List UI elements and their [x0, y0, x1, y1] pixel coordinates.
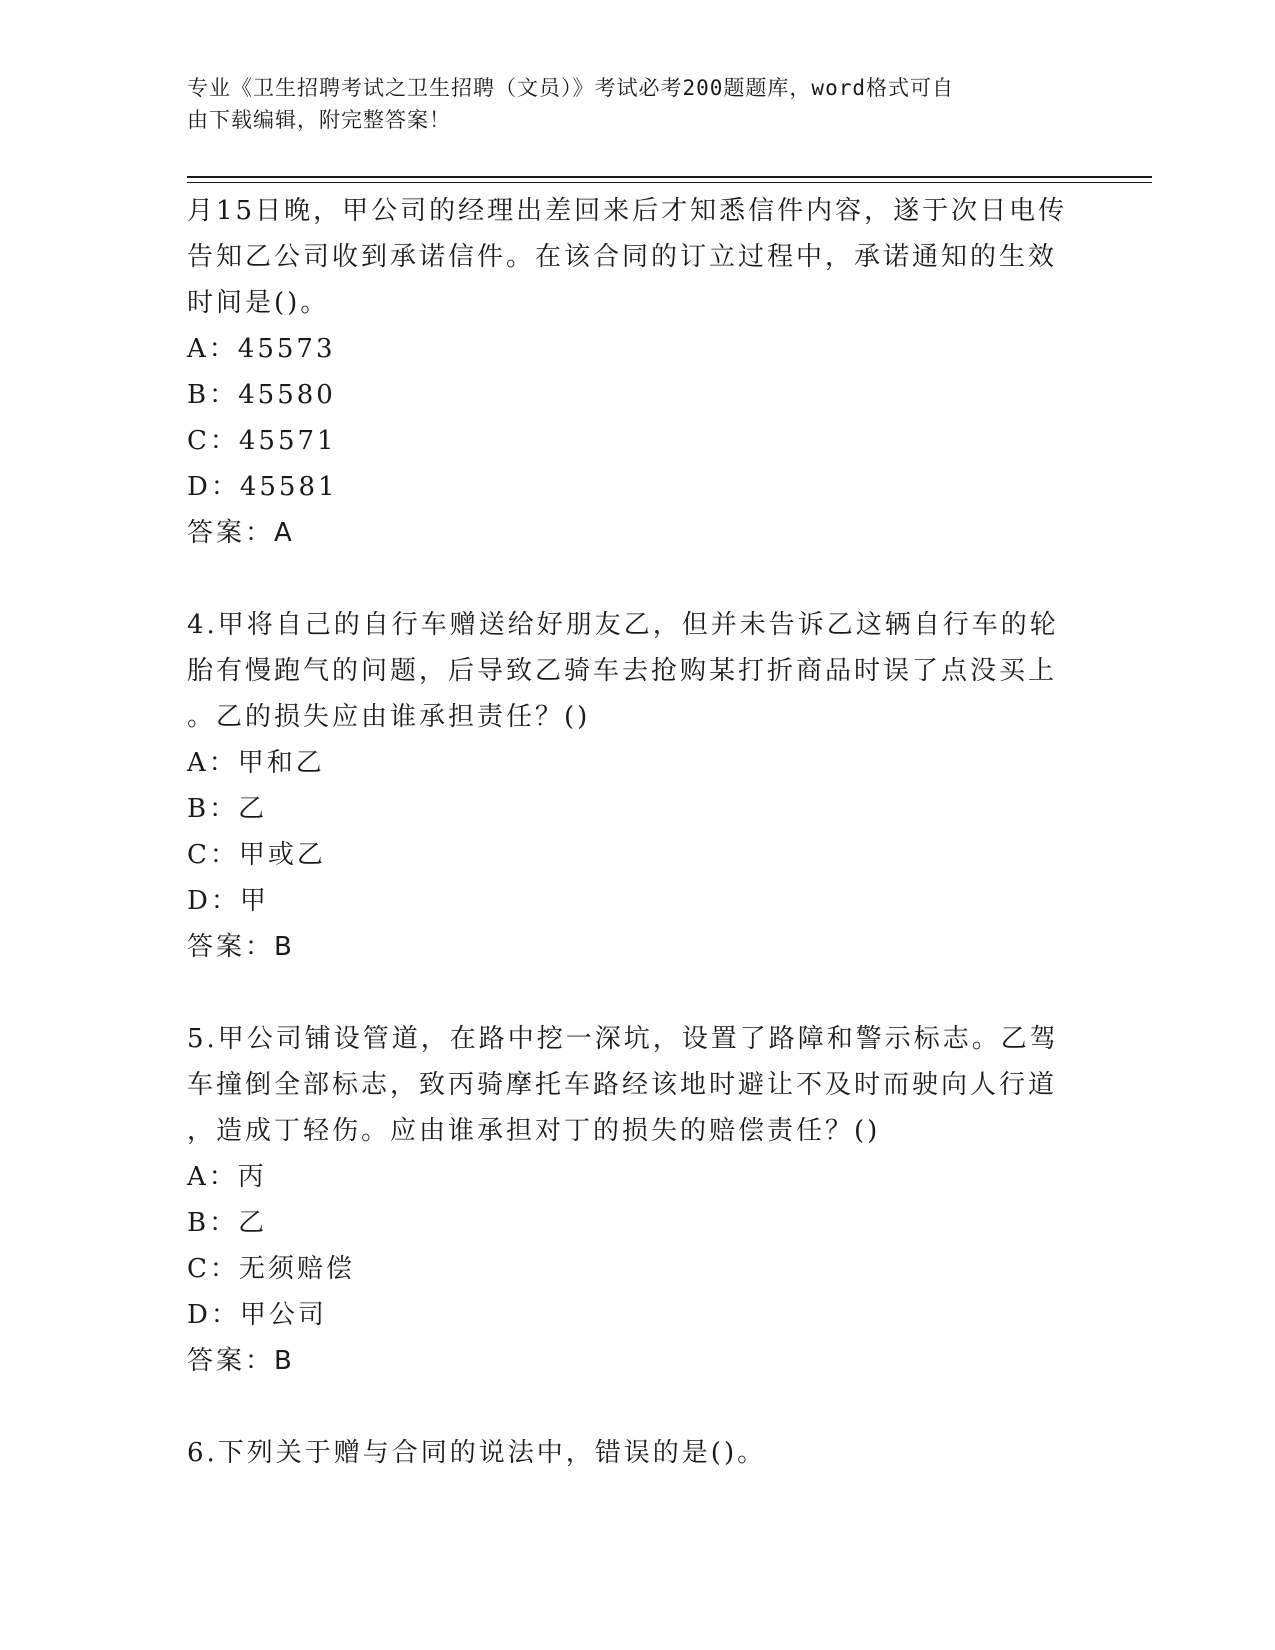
question-5 [187, 1016, 1077, 1384]
question-4-option-b: B：乙 [187, 794, 268, 824]
header-divider-thick [187, 176, 1152, 178]
spacer [187, 970, 1077, 1016]
question-3-option-a: A：45573 [187, 334, 336, 364]
question-3-stem-line-2: 告知乙公司收到承诺信件。在该合同的订立过程中，承诺通知的生效 [187, 242, 1058, 272]
question-6 [187, 1430, 1077, 1476]
question-5-answer: 答案：B [187, 1346, 295, 1376]
document-header [187, 72, 1077, 136]
header-line-2: 由下载编辑，附完整答案！ [187, 108, 451, 132]
question-4-stem-line-1: 4.甲将自己的自行车赠送给好朋友乙，但并未告诉乙这辆自行车的轮 [187, 610, 1059, 640]
question-4-stem-line-2: 胎有慢跑气的问题，后导致乙骑车去抢购某打折商品时误了点没买上 [187, 656, 1058, 686]
question-4-answer: 答案：B [187, 932, 295, 962]
question-5-option-c: C：无须赔偿 [187, 1254, 355, 1284]
question-5-option-a: A：丙 [187, 1162, 267, 1192]
question-4-option-a: A：甲和乙 [187, 748, 325, 778]
question-5-stem-line-3: ，造成丁轻伤。应由谁承担对丁的损失的赔偿责任？() [187, 1116, 881, 1146]
question-3-stem-line-3: 时间是()。 [187, 288, 330, 318]
question-3-option-b: B：45580 [187, 380, 336, 410]
question-5-option-d: D：甲公司 [187, 1300, 327, 1330]
question-5-stem-line-2: 车撞倒全部标志，致丙骑摩托车路经该地时避让不及时而驶向人行道 [187, 1070, 1058, 1100]
question-3-option-c: C：45571 [187, 426, 337, 456]
question-3 [187, 188, 1077, 556]
question-5-stem-line-1: 5.甲公司铺设管道，在路中挖一深坑，设置了路障和警示标志。乙驾 [187, 1024, 1059, 1054]
question-4 [187, 602, 1077, 970]
question-4-option-d: D：甲 [187, 886, 269, 916]
spacer [187, 1384, 1077, 1430]
question-content [187, 188, 1077, 1476]
question-3-option-d: D：45581 [187, 472, 338, 502]
question-4-stem-line-3: 。乙的损失应由谁承担责任？() [187, 702, 591, 732]
question-4-option-c: C：甲或乙 [187, 840, 326, 870]
question-3-answer: 答案：A [187, 518, 295, 548]
question-5-option-b: B：乙 [187, 1208, 268, 1238]
header-line-1: 专业《卫生招聘考试之卫生招聘（文员）》考试必考200题题库，word格式可自 [187, 76, 954, 100]
spacer [187, 556, 1077, 602]
question-6-stem-line-1: 6.下列关于赠与合同的说法中，错误的是()。 [187, 1438, 767, 1468]
question-3-stem-line-1: 月15日晚，甲公司的经理出差回来后才知悉信件内容，遂于次日电传 [187, 196, 1068, 226]
header-divider-thin [187, 182, 1152, 183]
